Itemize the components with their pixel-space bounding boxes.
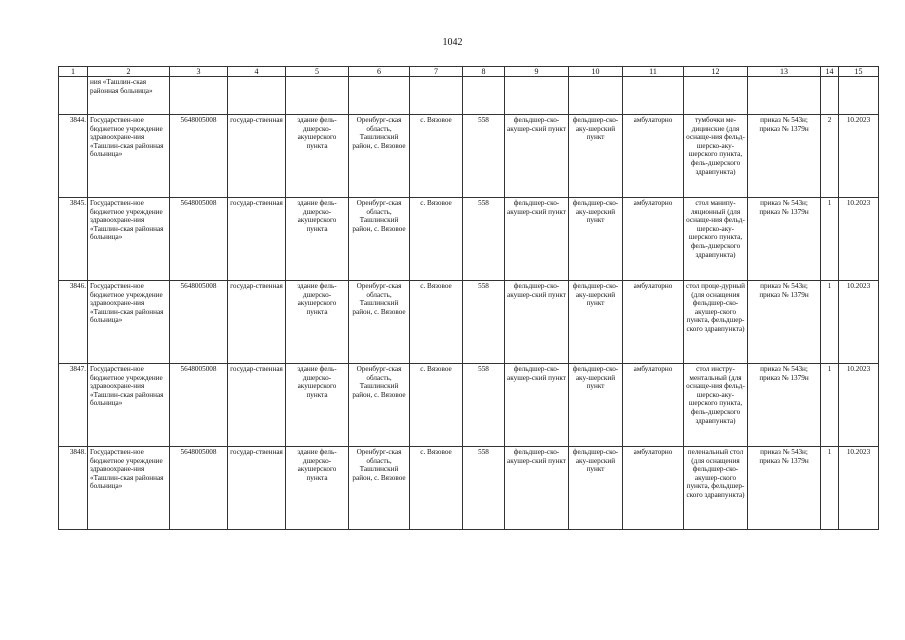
inn: 5648005008 — [170, 115, 228, 198]
order-reference: приказ № 543н; приказ № 1379н — [748, 364, 821, 447]
table-row — [59, 364, 879, 447]
table-cell — [286, 77, 349, 115]
order-reference: приказ № 543н; приказ № 1379н — [748, 115, 821, 198]
column-number: 1 — [59, 67, 88, 77]
quantity: 1 — [821, 364, 839, 447]
building: здание фель-дшерско-акушерского пункта — [286, 115, 349, 198]
column-number: 10 — [569, 67, 623, 77]
equipment-name: тумбочки ме-дицинские (для оснаще-ния фельд-шерско-аку-шерского пункта, фель-дшерского здравпункта) — [684, 115, 748, 198]
ownership-form: государ-ственная — [228, 115, 286, 198]
table-cell — [839, 77, 879, 115]
inn: 5648005008 — [170, 447, 228, 530]
quantity: 1 — [821, 198, 839, 281]
quantity: 1 — [821, 447, 839, 530]
row-number: 3847. — [59, 364, 88, 447]
locality: с. Вязовое — [410, 115, 463, 198]
ownership-form: государ-ственная — [228, 281, 286, 364]
page-number: 1042 — [442, 37, 463, 48]
column-number: 2 — [88, 67, 170, 77]
locality: с. Вязовое — [410, 447, 463, 530]
column-number-row — [59, 67, 879, 77]
unit-name: фельдшер-ско-акушер-ский пункт — [505, 281, 569, 364]
row-number: 3848. — [59, 447, 88, 530]
column-number: 3 — [170, 67, 228, 77]
inn: 5648005008 — [170, 198, 228, 281]
inn: 5648005008 — [170, 281, 228, 364]
order-reference: приказ № 543н; приказ № 1379н — [748, 281, 821, 364]
unit-name: фельдшер-ско-акушер-ский пункт — [505, 115, 569, 198]
ownership-form: государ-ственная — [228, 447, 286, 530]
continuation-row — [59, 77, 879, 115]
locality-code: 558 — [463, 281, 505, 364]
column-number: 13 — [748, 67, 821, 77]
building: здание фель-дшерско-акушерского пункта — [286, 447, 349, 530]
date: 10.2023 — [839, 281, 879, 364]
date: 10.2023 — [839, 115, 879, 198]
unit-type: фельдшер-ско-аку-шерский пункт — [569, 115, 623, 198]
column-number: 6 — [349, 67, 410, 77]
unit-name: фельдшер-ско-акушер-ский пункт — [505, 198, 569, 281]
registry-table — [58, 66, 879, 530]
organization-name: Государствен-ное бюджетное учреждение здравоохране-ния «Ташлин-ская районная больница» — [88, 364, 170, 447]
column-number: 15 — [839, 67, 879, 77]
address: Оренбург-ская область, Ташлинский район, с. Вязовое — [349, 198, 410, 281]
column-number: 11 — [623, 67, 684, 77]
organization-name: Государствен-ное бюджетное учреждение здравоохране-ния «Ташлин-ская районная больница» — [88, 115, 170, 198]
organization-name: Государствен-ное бюджетное учреждение здравоохране-ния «Ташлин-ская районная больница» — [88, 198, 170, 281]
care-form: амбулаторно — [623, 198, 684, 281]
table-cell — [569, 77, 623, 115]
unit-type: фельдшер-ско-аку-шерский пункт — [569, 281, 623, 364]
quantity: 2 — [821, 115, 839, 198]
column-number: 4 — [228, 67, 286, 77]
column-number: 5 — [286, 67, 349, 77]
care-form: амбулаторно — [623, 447, 684, 530]
locality-code: 558 — [463, 447, 505, 530]
address: Оренбург-ская область, Ташлинский район, с. Вязовое — [349, 364, 410, 447]
locality-code: 558 — [463, 115, 505, 198]
table-cell — [505, 77, 569, 115]
organization-name: Государствен-ное бюджетное учреждение здравоохране-ния «Ташлин-ская районная больница» — [88, 447, 170, 530]
locality: с. Вязовое — [410, 364, 463, 447]
care-form: амбулаторно — [623, 115, 684, 198]
column-number: 14 — [821, 67, 839, 77]
building: здание фель-дшерско-акушерского пункта — [286, 281, 349, 364]
row-number: 3845. — [59, 198, 88, 281]
date: 10.2023 — [839, 364, 879, 447]
locality: с. Вязовое — [410, 198, 463, 281]
equipment-name: стол проце-дурный (для оснащения фельдшер-ско-акушер-ского пункта, фельдшер-ского здравпункта) — [684, 281, 748, 364]
table-cell — [684, 77, 748, 115]
date: 10.2023 — [839, 447, 879, 530]
unit-name: фельдшер-ско-акушер-ский пункт — [505, 447, 569, 530]
table-cell — [748, 77, 821, 115]
address: Оренбург-ская область, Ташлинский район, с. Вязовое — [349, 447, 410, 530]
table-row — [59, 198, 879, 281]
order-reference: приказ № 543н; приказ № 1379н — [748, 447, 821, 530]
column-number: 9 — [505, 67, 569, 77]
table-cell — [821, 77, 839, 115]
table-row — [59, 447, 879, 530]
locality-code: 558 — [463, 364, 505, 447]
locality: с. Вязовое — [410, 281, 463, 364]
table-cell — [228, 77, 286, 115]
row-number: 3844. — [59, 115, 88, 198]
ownership-form: государ-ственная — [228, 364, 286, 447]
care-form: амбулаторно — [623, 364, 684, 447]
quantity: 1 — [821, 281, 839, 364]
date: 10.2023 — [839, 198, 879, 281]
unit-type: фельдшер-ско-аку-шерский пункт — [569, 364, 623, 447]
table-cell — [463, 77, 505, 115]
ownership-form: государ-ственная — [228, 198, 286, 281]
table-cell — [170, 77, 228, 115]
unit-type: фельдшер-ско-аку-шерский пункт — [569, 198, 623, 281]
equipment-name: стол инстру-ментальный (для оснаще-ния фельд-шерско-аку-шерского пункта, фель-дшерского здравпункта) — [684, 364, 748, 447]
equipment-name: стол манипу-ляционный (для оснаще-ния фельд-шерско-аку-шерского пункта, фель-дшерского здравпункта) — [684, 198, 748, 281]
table-row — [59, 115, 879, 198]
address: Оренбург-ская область, Ташлинский район, с. Вязовое — [349, 281, 410, 364]
inn: 5648005008 — [170, 364, 228, 447]
unit-type: фельдшер-ско-аку-шерский пункт — [569, 447, 623, 530]
organization-name: Государствен-ное бюджетное учреждение здравоохране-ния «Ташлин-ская районная больница» — [88, 281, 170, 364]
unit-name: фельдшер-ско-акушер-ский пункт — [505, 364, 569, 447]
building: здание фель-дшерско-акушерского пункта — [286, 198, 349, 281]
locality-code: 558 — [463, 198, 505, 281]
address: Оренбург-ская область, Ташлинский район, с. Вязовое — [349, 115, 410, 198]
order-reference: приказ № 543н; приказ № 1379н — [748, 198, 821, 281]
table-cell — [623, 77, 684, 115]
row-number: 3846. — [59, 281, 88, 364]
column-number: 8 — [463, 67, 505, 77]
column-number: 12 — [684, 67, 748, 77]
column-number: 7 — [410, 67, 463, 77]
table-row — [59, 281, 879, 364]
table-cell — [59, 77, 88, 115]
care-form: амбулаторно — [623, 281, 684, 364]
table-cell — [349, 77, 410, 115]
table-cell — [410, 77, 463, 115]
organization-name-continued: ния «Ташлин-ская районная больница» — [88, 77, 170, 115]
building: здание фель-дшерско-акушерского пункта — [286, 364, 349, 447]
equipment-name: пеленальный стол (для оснащения фельдшер-ско-акушер-ского пункта, фельдшер-ского здравпункта) — [684, 447, 748, 530]
